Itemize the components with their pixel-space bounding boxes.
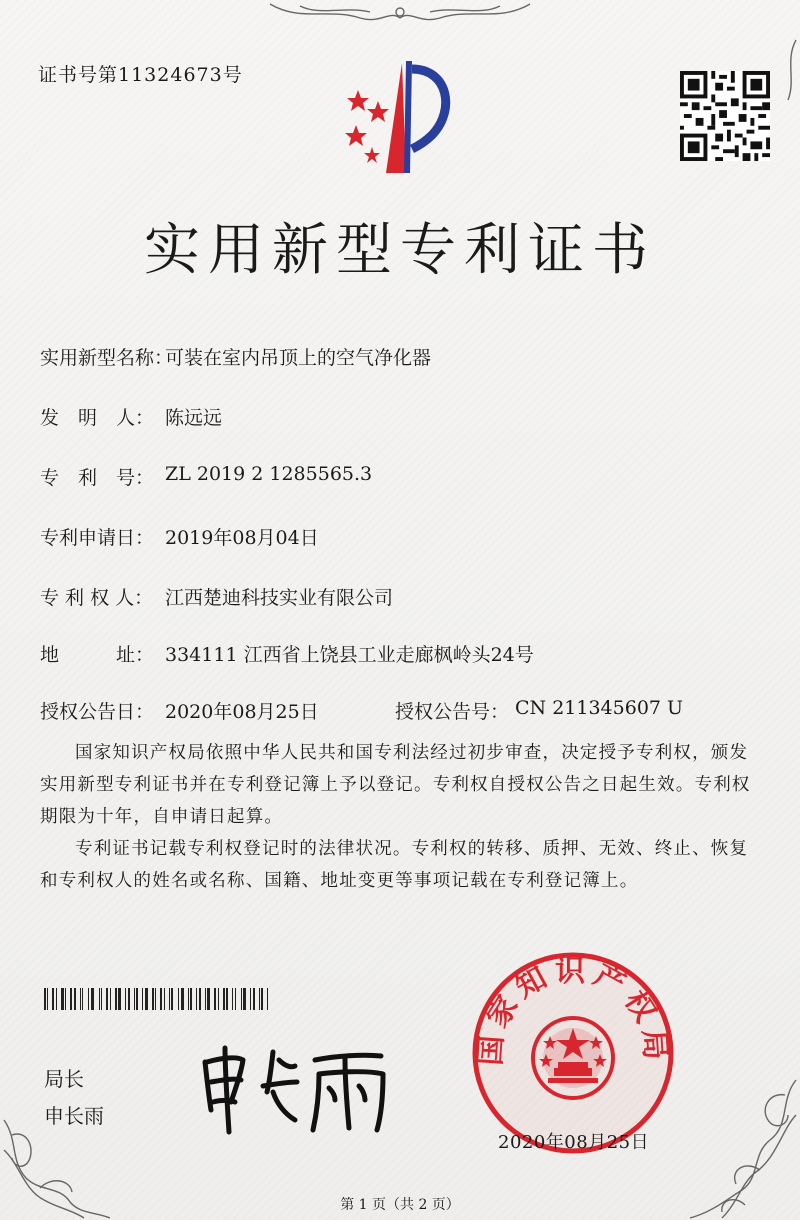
- grant-number-label: 授权公告号：: [395, 701, 510, 723]
- address-value: 334111 江西省上饶县工业走廊枫岭头24号: [165, 644, 534, 666]
- grant-statement-paragraph: 国家知识产权局依照中华人民共和国专利法经过初步审查，决定授予专利权，颁发实用新型专利证书并在专利登记簿上予以登记。专利权自授权公告之日起生效。专利权期限为十年，自申请日起算。: [40, 743, 751, 827]
- seal-text: 国家知识产权局: [473, 953, 673, 1067]
- grant-number-value: CN 211345607 U: [515, 697, 684, 719]
- inventor-label: 发 明 人：: [40, 407, 155, 429]
- certificate-number: 证书号第11324673号: [38, 64, 243, 86]
- field-grant-number: [395, 697, 683, 724]
- filing-date-label: 专利申请日：: [40, 527, 155, 549]
- legal-status-paragraph: 专利证书记载专利权登记时的法律状况。专利权的转移、质押、无效、终止、恢复和专利权人的姓名或名称、国籍、地址变更等事项记载在专利登记簿上。: [40, 839, 749, 891]
- grant-date-label: 授权公告日：: [40, 701, 155, 723]
- official-seal: [468, 948, 678, 1158]
- grant-date-value: 2020年08月25日: [165, 701, 319, 723]
- inventor-value: 陈远远: [165, 407, 223, 429]
- certificate-title: 实用新型专利证书: [144, 218, 656, 283]
- field-address: [40, 640, 534, 667]
- patent-number-value: ZL 2019 2 1285565.3: [165, 463, 373, 485]
- address-label: 地 址：: [40, 644, 155, 666]
- patent-office-logo: [328, 55, 478, 180]
- patent-number-label: 专 利 号：: [40, 467, 155, 489]
- field-utility-model-name: [40, 343, 431, 370]
- utility-model-name-label: 实用新型名称：: [40, 347, 174, 369]
- director-signature: [195, 1040, 395, 1135]
- barcode: [44, 988, 292, 1010]
- patentee-label: 专 利 权 人：: [40, 587, 154, 609]
- qr-code: [680, 70, 770, 162]
- filing-date-value: 2019年08月04日: [165, 527, 319, 549]
- director-name: 申长雨: [44, 1104, 104, 1128]
- seal-date: 2020年08月25日: [498, 1132, 650, 1153]
- field-inventor: [40, 403, 222, 430]
- field-grant-date: [40, 697, 319, 724]
- director-title: 局长: [44, 1067, 84, 1091]
- field-patentee: [40, 583, 393, 610]
- patentee-value: 江西楚迪科技实业有限公司: [165, 587, 394, 609]
- field-patent-number: [40, 463, 372, 490]
- field-filing-date: [40, 523, 319, 550]
- utility-model-name-value: 可装在室内吊顶上的空气净化器: [165, 347, 432, 369]
- page-footer: 第 1 页（共 2 页）: [340, 1197, 460, 1213]
